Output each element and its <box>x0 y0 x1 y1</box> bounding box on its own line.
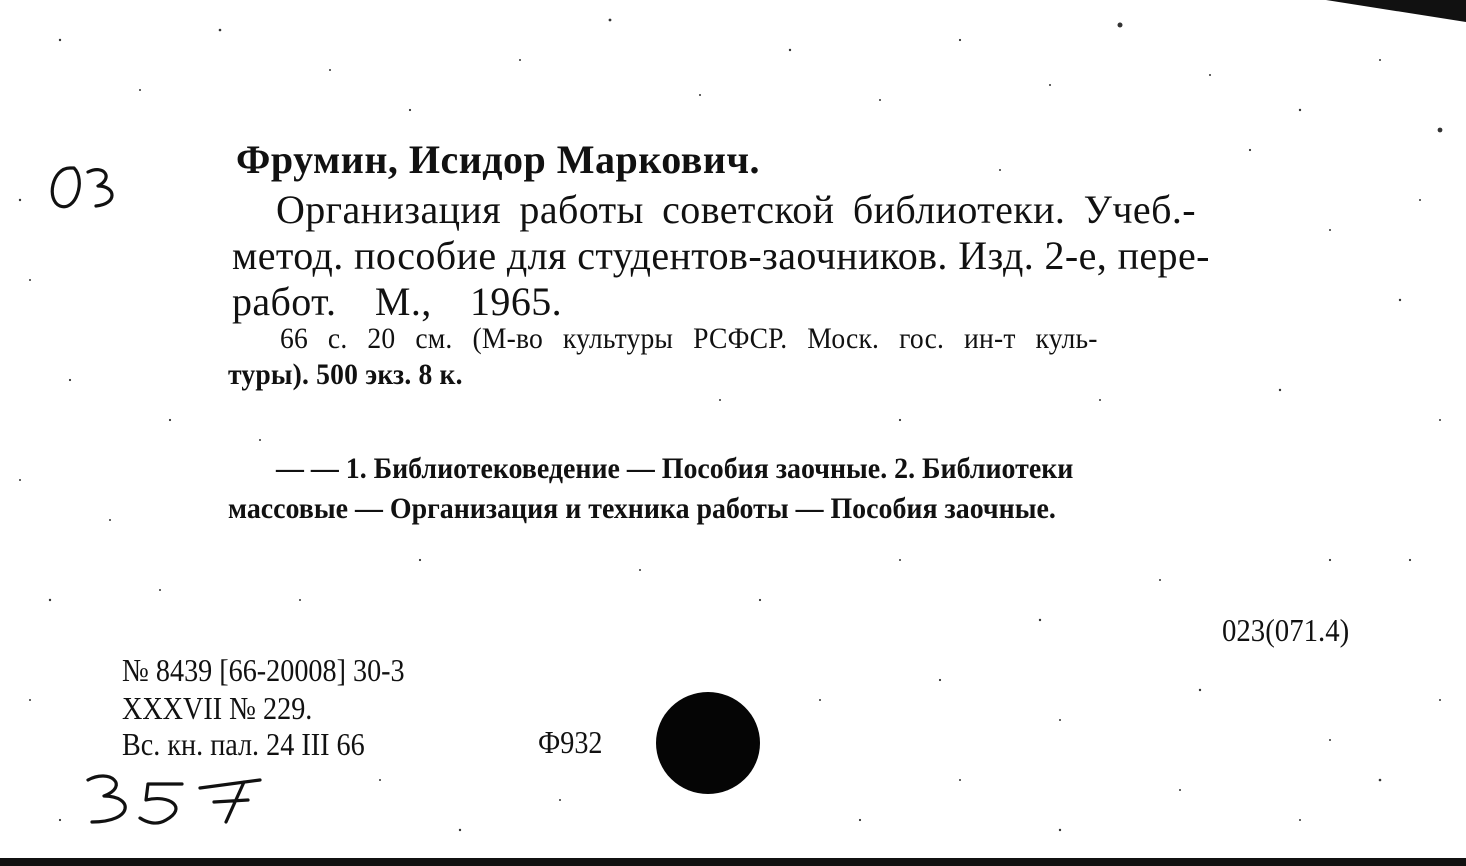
imprint-line-3: Вс. кн. пал. 24 III 66 <box>122 726 365 762</box>
collation-line-2: туры). 500 экз. 8 к. <box>228 358 463 391</box>
title-line-1: Организация работы советской библиотеки. Учеб.- <box>276 187 1196 232</box>
subject-headings-line-2: массовые — Организация и техника работы — Пособия заочные. <box>228 492 1056 525</box>
imprint-line-1: № 8439 [66-20008] 30-3 <box>122 652 405 688</box>
punch-hole <box>656 692 760 794</box>
handwritten-7-bottom <box>200 780 260 822</box>
handwritten-3-bottom <box>88 776 125 822</box>
card-bottom-edge <box>0 858 1466 866</box>
collation-line-1: 66 с. 20 см. (М-во культуры РСФСР. Моск. гос. ин-т куль- <box>280 322 1098 355</box>
imprint-line-2: XXXVII № 229. <box>122 690 313 726</box>
handwritten-3-top <box>88 170 112 206</box>
card-corner-shadow <box>1326 0 1466 22</box>
subject-headings-line-1: — — 1. Библиотековедение — Пособия заочные. 2. Библиотеки <box>276 452 1074 485</box>
classification-number: 023(071.4) <box>1222 612 1350 648</box>
handwritten-5-bottom <box>140 784 182 823</box>
title-line-2: метод. пособие для студентов-заочников. Изд. 2-е, пере- <box>232 233 1210 278</box>
handwritten-0-top <box>52 168 79 207</box>
printer-code: Ф932 <box>538 724 603 760</box>
author-heading: Фрумин, Исидор Маркович. <box>236 137 761 182</box>
title-line-3: работ. М., 1965. <box>232 279 563 324</box>
